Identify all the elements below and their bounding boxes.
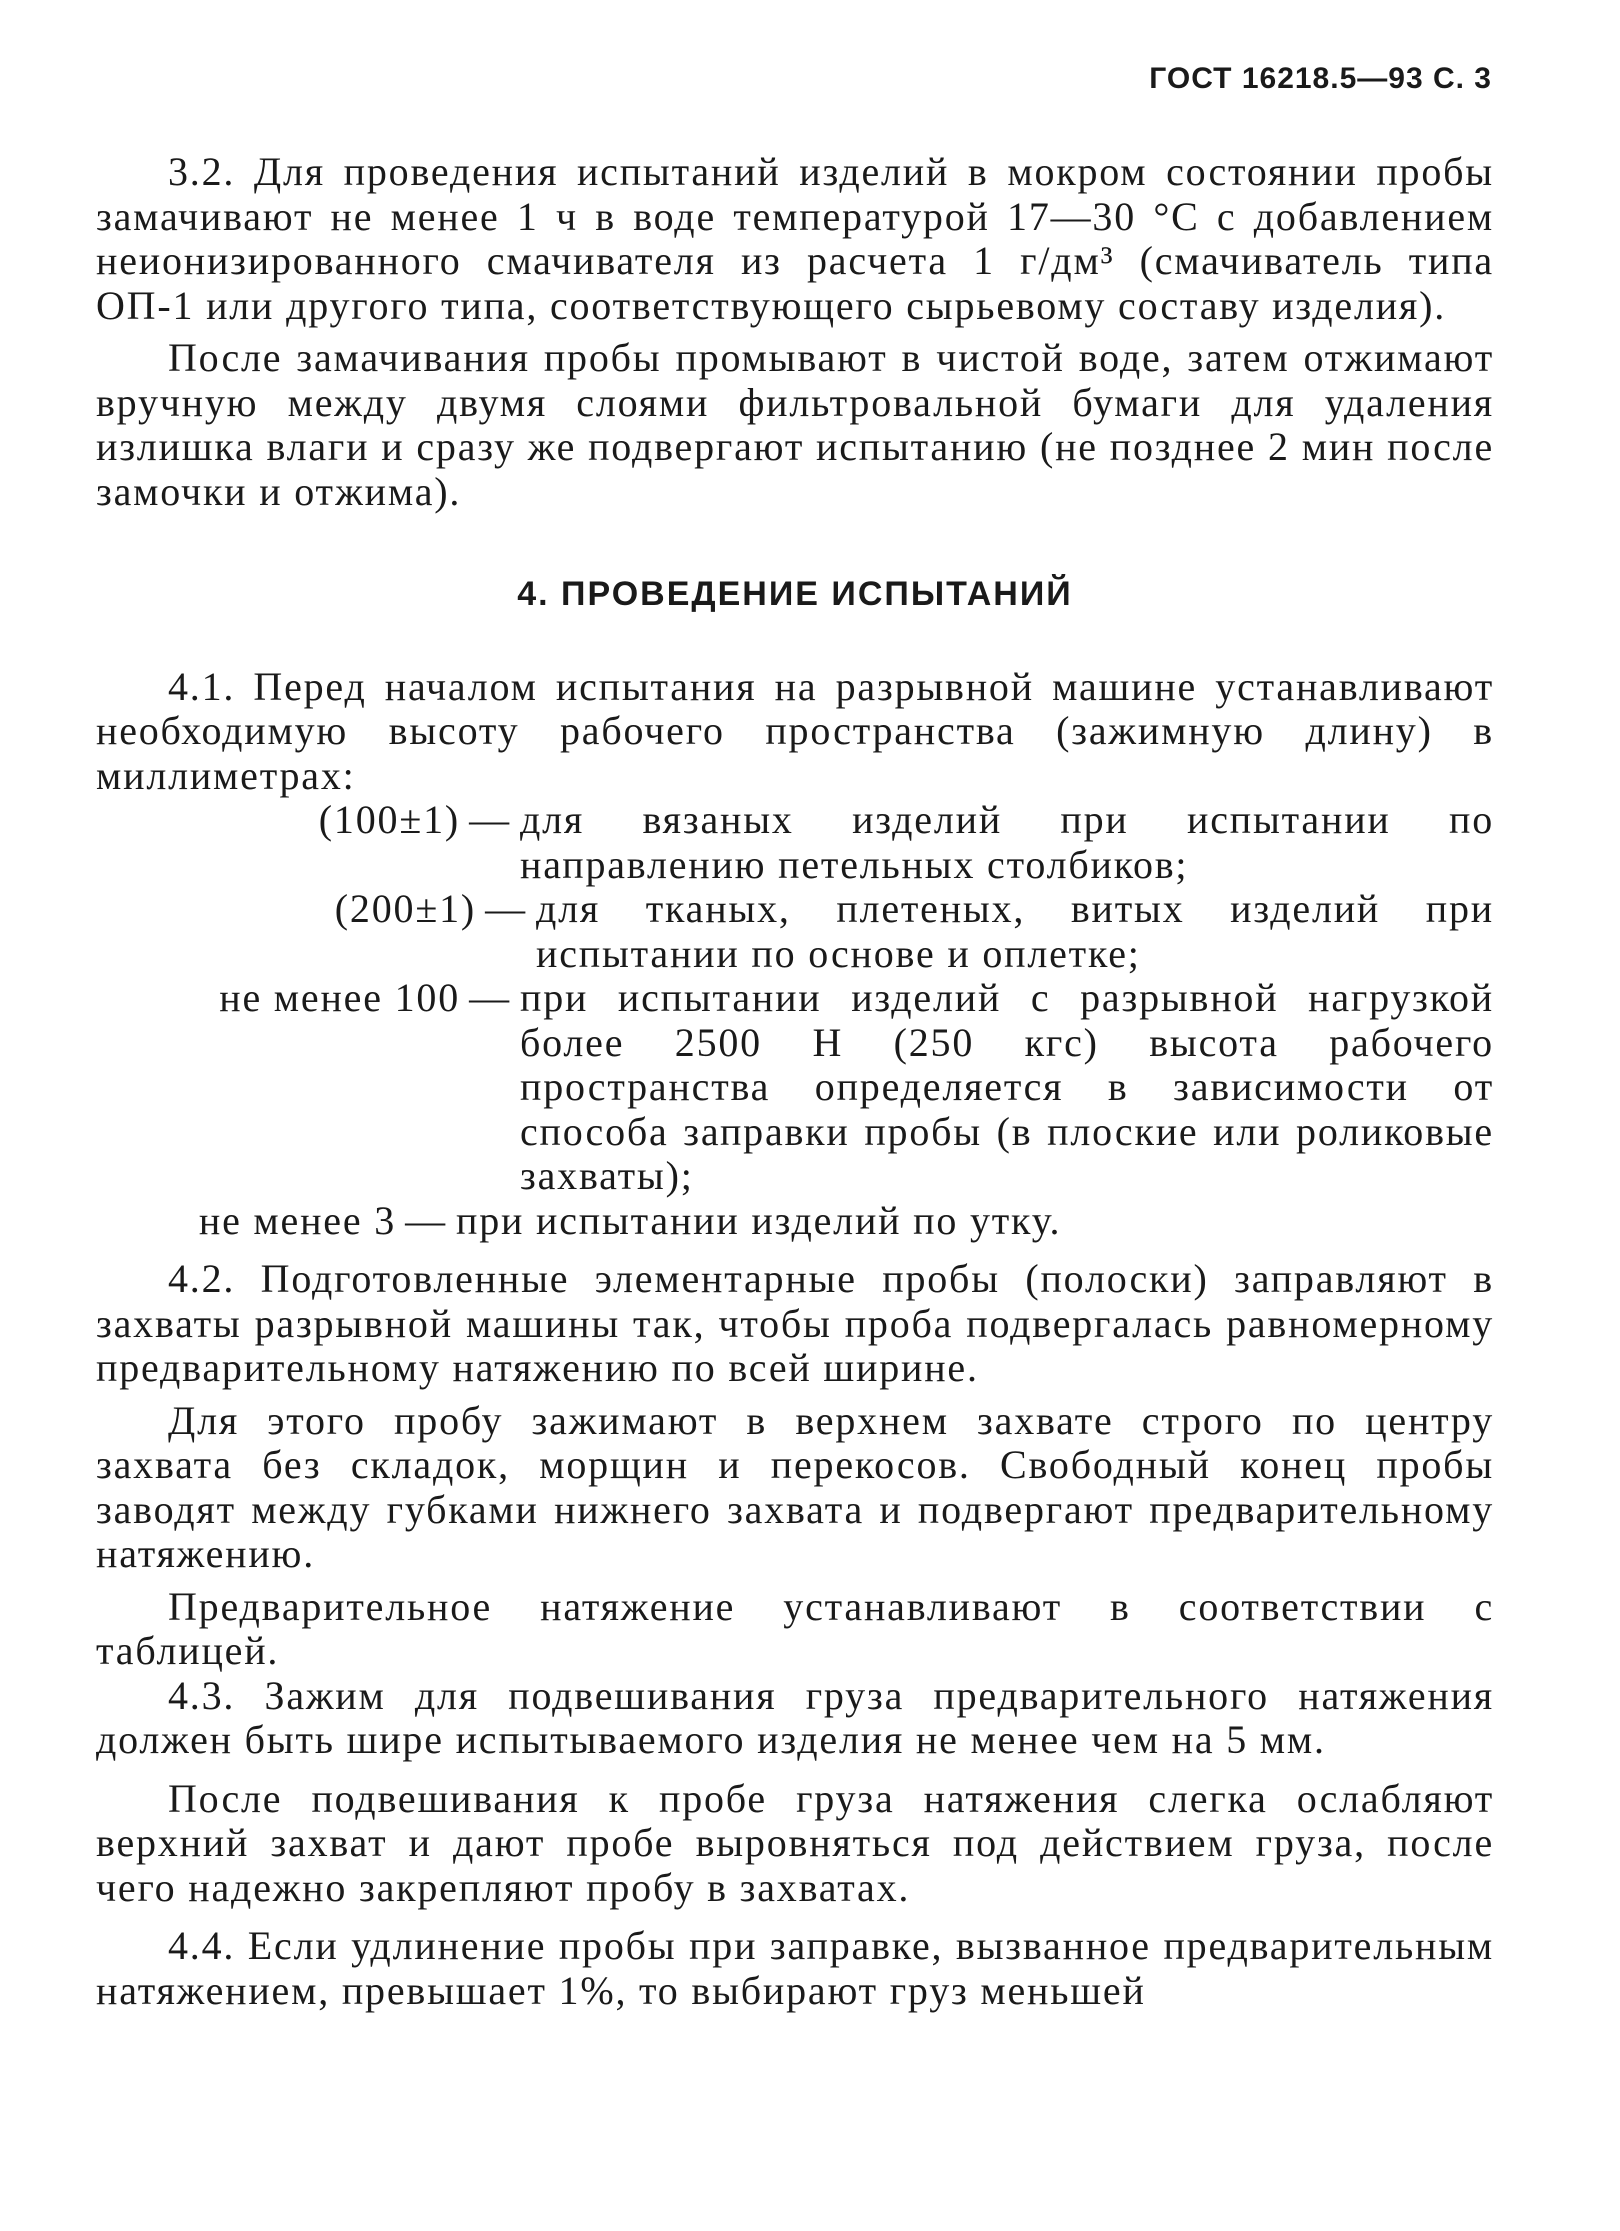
list-item (96, 798, 1494, 887)
list-item-text: для вязаных изделий при испытании по направлению петельных столбиков; (520, 797, 1494, 887)
list-item-dash: — (469, 797, 511, 842)
paragraph-4-1: 4.1. Перед началом испытания на разрывной машине устанавливают необходимую высоту рабочего пространства (зажимную длину) в миллиметрах: (96, 663, 1494, 798)
list-item-key: не менее 100 (219, 975, 460, 1020)
paragraph-4-2-table-ref: Предварительное натяжение устанавливают в соответствии с таблицей. (96, 1583, 1494, 1673)
paragraph-4-2: 4.2. Подготовленные элементарные пробы (полоски) заправляют в захваты разрывной машины так, чтобы проба подвергалась равномерному предварительному натяжению по всей ширине. (96, 1256, 1494, 1390)
list-item-dash: — (469, 975, 511, 1020)
list-item-dash: — (485, 886, 527, 931)
section-heading-4: 4. ПРОВЕДЕНИЕ ИСПЫТАНИЙ (517, 575, 1073, 613)
paragraph-3-2: 3.2. Для проведения испытаний изделий в мокром состоянии пробы замачивают не менее 1 ч в воде температурой 17—30 °С с добавлением неионизированного смачивателя из расчета 1 г/дм³ (смачиватель типа ОП-1 или другого типа, соответствующего сырьевому составу изделия). (96, 149, 1494, 328)
paragraph-4-4: 4.4. Если удлинение пробы при заправке, вызванное предварительным натяжением, превышает 1%, то выбирают груз меньшей (96, 1923, 1494, 2013)
paragraph-3-2-continued: После замачивания пробы промывают в чистой воде, затем отжимают вручную между двумя слоями фильтровальной бумаги для удаления излишка влаги и сразу же подвергают испытанию (не позднее 2 мин после замочки и отжима). (96, 335, 1494, 514)
paragraph-4-2-continued: Для этого пробу зажимают в верхнем захвате строго по центру захвата без складок, морщин и перекосов. Свободный конец пробы заводят между губками нижнего захвата и подвергают предварительному натяжению. (96, 1397, 1494, 1576)
list-item-key: (100±1) (318, 797, 460, 842)
paragraph-4-3-continued: После подвешивания к пробе груза натяжения слегка ослабляют верхний захват и дают пробе выровняться под действием груза, после чего надежно закрепляют пробу в захватах. (96, 1775, 1494, 1910)
list-item-dash: — (405, 1197, 447, 1243)
list-item (96, 1199, 1494, 1244)
list-item-text: при испытании изделий с разрывной нагрузкой более 2500 Н (250 кгс) высота рабочего пространства определяется в зависимости от способа заправки пробы (в плоские или роликовые захваты); (520, 975, 1494, 1198)
clamp-length-list (96, 798, 1494, 1243)
paragraph-4-3: 4.3. Зажим для подвешивания груза предварительного натяжения должен быть шире испытываемого изделия не менее чем на 5 мм. (96, 1672, 1494, 1762)
page-header: ГОСТ 16218.5—93 С. 3 (1149, 62, 1492, 95)
list-item-key: не менее 3 (198, 1197, 396, 1243)
list-item (96, 976, 1494, 1199)
list-item-key: (200±1) (334, 886, 476, 931)
list-item-text: для тканых, плетеных, витых изделий при испытании по основе и оплетке; (536, 886, 1494, 976)
document-body (96, 150, 1494, 2013)
list-item-text: при испытании изделий по утку. (456, 1197, 1062, 1243)
list-item (96, 887, 1494, 976)
